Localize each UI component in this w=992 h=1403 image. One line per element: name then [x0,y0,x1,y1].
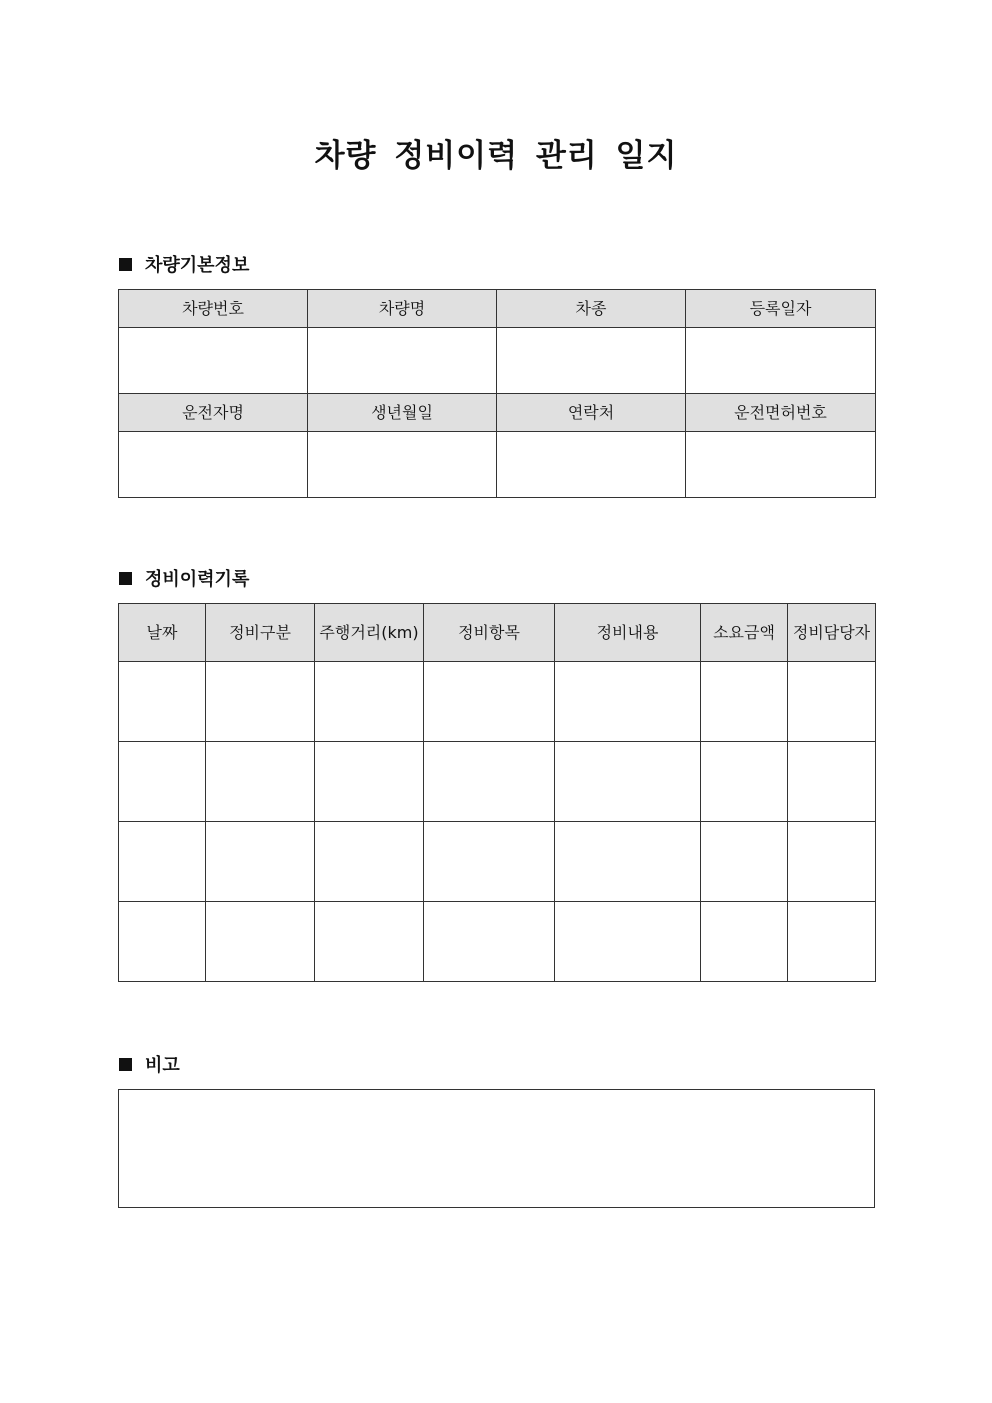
item-cell[interactable] [424,822,555,902]
date-cell[interactable] [119,742,206,822]
header-contact: 연락처 [497,394,686,432]
driver-name-cell[interactable] [119,432,308,498]
technician-cell[interactable] [788,902,876,982]
header-license-number: 운전면허번호 [686,394,876,432]
technician-cell[interactable] [788,822,876,902]
technician-cell[interactable] [788,742,876,822]
header-maintenance-category: 정비구분 [206,604,315,662]
driver-info-value-row [119,432,876,498]
mileage-cell[interactable] [315,822,424,902]
section-heading-remarks [119,1051,180,1077]
basic-info-table [118,289,876,498]
page-title: 차량 정비이력 관리 일지 [314,138,678,174]
maintenance-history-table [118,603,876,982]
basic-info-value-row [119,328,876,394]
date-cell[interactable] [119,822,206,902]
details-cell[interactable] [555,742,701,822]
details-cell[interactable] [555,822,701,902]
vehicle-name-cell[interactable] [308,328,497,394]
header-cost: 소요금액 [701,604,788,662]
technician-cell[interactable] [788,662,876,742]
maintenance-header-row [119,604,876,662]
section-heading-label: 정비이력기록 [145,569,250,590]
table-row [119,742,876,822]
header-birth-date: 생년월일 [308,394,497,432]
remarks-box[interactable] [118,1089,875,1208]
table-row [119,822,876,902]
category-cell[interactable] [206,902,315,982]
square-bullet-icon [119,1058,132,1071]
cost-cell[interactable] [701,902,788,982]
details-cell[interactable] [555,902,701,982]
cost-cell[interactable] [701,662,788,742]
header-registration-date: 등록일자 [686,290,876,328]
registration-date-cell[interactable] [686,328,876,394]
category-cell[interactable] [206,822,315,902]
license-number-cell[interactable] [686,432,876,498]
item-cell[interactable] [424,742,555,822]
mileage-cell[interactable] [315,662,424,742]
square-bullet-icon [119,572,132,585]
basic-info-header-row [119,290,876,328]
header-maintenance-details: 정비내용 [555,604,701,662]
details-cell[interactable] [555,662,701,742]
section-heading-label: 차량기본정보 [145,255,250,276]
header-vehicle-name: 차량명 [308,290,497,328]
date-cell[interactable] [119,902,206,982]
table-row [119,902,876,982]
cost-cell[interactable] [701,822,788,902]
mileage-cell[interactable] [315,742,424,822]
header-technician: 정비담당자 [788,604,876,662]
section-heading-basic-info [119,251,249,277]
header-driver-name: 운전자명 [119,394,308,432]
item-cell[interactable] [424,662,555,742]
table-row [119,662,876,742]
mileage-cell[interactable] [315,902,424,982]
cost-cell[interactable] [701,742,788,822]
contact-cell[interactable] [497,432,686,498]
date-cell[interactable] [119,662,206,742]
vehicle-type-cell[interactable] [497,328,686,394]
header-vehicle-type: 차종 [497,290,686,328]
header-maintenance-item: 정비항목 [424,604,555,662]
category-cell[interactable] [206,662,315,742]
birth-date-cell[interactable] [308,432,497,498]
category-cell[interactable] [206,742,315,822]
driver-info-header-row [119,394,876,432]
section-heading-maintenance-history [119,565,249,591]
header-mileage: 주행거리(km) [315,604,424,662]
vehicle-number-cell[interactable] [119,328,308,394]
section-heading-label: 비고 [145,1055,180,1076]
header-date: 날짜 [119,604,206,662]
square-bullet-icon [119,258,132,271]
header-vehicle-number: 차량번호 [119,290,308,328]
item-cell[interactable] [424,902,555,982]
